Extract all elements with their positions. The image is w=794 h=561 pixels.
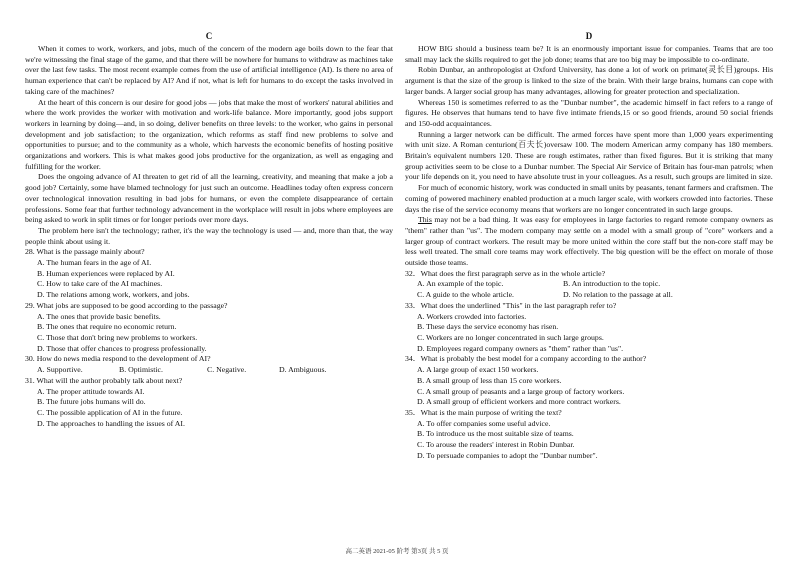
question-35-option-b: B. To introduce us the most suitable size of teams. xyxy=(417,429,574,439)
question-30-option-c: C. Negative. xyxy=(207,365,247,375)
question-28-option-b: B. Human experiences were replaced by AI. xyxy=(37,268,175,278)
question-30-option-b: B. Optimistic. xyxy=(119,365,163,375)
question-31-option-b: B. The future jobs humans will do. xyxy=(37,397,146,407)
question-32-option-c: C. A guide to the whole article. xyxy=(417,290,515,300)
question-33-option-d: D. Employees regard company owners as "them" rather than "us". xyxy=(417,343,624,353)
question-34-stem: 34．What is probably the best model for a company according to the author? xyxy=(405,354,647,364)
passage-c-paragraph-2: At the heart of this concern is our desire for good jobs — jobs that make the most of workers' natural abilities and where the work provides the worker with motivation and work-life balance. More importantly, good jobs support workers in learning by doing—and, in so doing, deliver benefits on three levels: to the worker, who gains in personal development and job satisfaction; to the organization, which reforms as staff find new problems to solve and opportunities to pursue; and to the community as a whole, which harvests the economic benefits of hosting positive organizations and workers. This is what makes good jobs productive for the organization, as well as engaging and fulfilling for the worker. xyxy=(25,97,393,171)
question-33-stem: 33．What does the underlined "This" in the last paragraph refer to? xyxy=(405,300,617,310)
question-28-option-c: C. How to take care of the AI machines. xyxy=(37,279,163,289)
question-30-options xyxy=(37,365,393,376)
question-29-option-c: C. Those that don't bring new problems to workers. xyxy=(37,332,198,342)
question-32-options-row-2 xyxy=(417,290,773,301)
question-28-option-a: A. The human fears in the age of AI. xyxy=(37,258,152,268)
question-35-option-c: C. To arouse the readers' interest in Robin Dunbar. xyxy=(417,440,575,450)
question-32-option-b: B. An introduction to the topic. xyxy=(563,279,661,289)
question-33-option-a: A. Workers crowded into factories. xyxy=(417,311,527,321)
passage-c-paragraph-3: Does the ongoing advance of AI threaten to get rid of all the learning, creativity, and meaning that make a job a good job? Certainly, some have blamed technology for just such an outcome. Headlines today often express concern over technological innovation resulting in bad jobs for humans, or even the complete disappearance of certain professions. Some fear that further technology advancement in the workplace will result in jobs where employees are being asked to work in split times or for longer periods over more days. xyxy=(25,172,393,225)
passage-c-paragraph-1: When it comes to work, workers, and jobs, much of the concern of the modern age boils down to the fear that we're witnessing the final stage of the game, and that there will be nowhere for humans to withdraw as machines take over the last few tasks. The most recent example comes from the use of artificial intelligence (AI). Is there no area of human experience that can't be replaced by AI? And if not, what is left for humans to do except the tasks involved in taking care of the machines? xyxy=(25,44,393,96)
question-35-option-a: A. To offer companies some useful advice. xyxy=(417,418,551,428)
question-29-option-d: D. Those that offer chances to progress professionally. xyxy=(37,343,207,353)
question-30-option-a: A. Supportive. xyxy=(37,365,83,375)
question-29-option-a: A. The ones that provide basic benefits. xyxy=(37,311,161,321)
passage-d-paragraph-1: HOW BIG should a business team be? It is an enormously important issue for companies. Teams that are too small may lack the skills required to get the job done; teams that are too big may be impossible to co-ordinate. xyxy=(405,44,773,64)
question-29-stem: 29. What jobs are supposed to be good according to the passage? xyxy=(25,300,228,310)
question-31-stem: 31. What will the author probably talk about next? xyxy=(25,375,183,385)
question-35-stem: 35．What is the main purpose of writing the text? xyxy=(405,407,562,417)
underlined-this: This xyxy=(418,215,432,225)
passage-d-paragraph-3: Whereas 150 is sometimes referred to as the "Dunbar number", the academic himself in fact refers to a range of figures. He observes that humans tend to have five intimate friends,15 or so good friends, around 50 social friends and 150-odd acquaintances. xyxy=(405,97,773,128)
question-31-option-d: D. The approaches to handling the issues of AI. xyxy=(37,418,185,428)
question-28-stem: 28. What is the passage mainly about? xyxy=(25,247,145,257)
question-35-option-d: D. To persuade companies to adopt the "Dunbar number". xyxy=(417,450,598,460)
question-32-stem: 32．What does the first paragraph serve as in the whole article? xyxy=(405,268,606,278)
passage-d-paragraph-6 xyxy=(405,215,773,269)
passage-c-column xyxy=(25,30,393,429)
question-30-stem: 30. How do news media respond to the development of AI? xyxy=(25,354,211,364)
passage-d-paragraph-4: Running a larger network can be difficult. The armed forces have spent more than 1,000 years experimenting with unit size. A Roman centurion(百夫长)oversaw 100. The modern American army company has 180 members. Britain's equivalent numbers 120. These are rough estimates, rather than fixed figures. But it is striking that many group activities seem to be close to a Dunbar number. The Special Air Service of Britain has four-man patrols; when your life depends on it, you need to have absolute trust in your colleagues. As a result, such groups are limited in size. xyxy=(405,129,773,182)
passage-d-paragraph-6-text: may not be a bad thing. It was easy for employees in large factories to regard remote company owners as "them" rather than "us". The modern company may settle on a model with a small group of "core" workers and a larger group of contract workers. The result may be more united within the core staff but the non-core staff may be less well treated. The small core teams may work effectively. The big question will be the effect on morale of those outside those teams. xyxy=(405,215,773,268)
question-31-option-a: A. The proper attitude towards AI. xyxy=(37,386,145,396)
passage-c-title: C xyxy=(205,31,213,41)
passage-d-title: D xyxy=(585,31,593,41)
question-28-option-d: D. The relations among work, workers, and jobs. xyxy=(37,290,190,300)
passage-c-paragraph-4: The problem here isn't the technology; rather, it's the way the technology is used — and, more than that, the way people think about using it. xyxy=(25,225,393,246)
question-34-option-c: C. A small group of peasants and a large group of factory workers. xyxy=(417,386,625,396)
question-32-options-row-1 xyxy=(417,279,773,290)
passage-d-paragraph-2: Robin Dunbar, an anthropologist at Oxford University, has done a lot of work on primate(灵长目)groups. His argument is that the size of the group is linked to the size of the brain. With their large brains, humans can cope with larger bands. A larger social group has many advantages, allowing for greater protection and specialization. xyxy=(405,65,773,96)
question-34-option-a: A. A large group of exact 150 workers. xyxy=(417,365,539,375)
question-32-option-d: D. No relation to the passage at all. xyxy=(563,290,673,300)
question-33-option-c: C. Workers are no longer concentrated in such large groups. xyxy=(417,332,604,342)
question-30-option-d: D. Ambiguous. xyxy=(279,365,327,375)
question-29-option-b: B. The ones that require no economic return. xyxy=(37,322,177,332)
page-footer: 高二英语 2021-05 阶考 第3页 共 5 页 xyxy=(345,548,449,555)
question-34-option-b: B. A small group of less than 15 core workers. xyxy=(417,375,562,385)
passage-d-column xyxy=(405,30,773,461)
question-31-option-c: C. The possible application of AI in the future. xyxy=(37,407,183,417)
question-33-option-b: B. These days the service economy has risen. xyxy=(417,322,559,332)
question-32-option-a: A. An example of the topic. xyxy=(417,279,504,289)
question-34-option-d: D. A small group of efficient workers and more contract workers. xyxy=(417,397,621,407)
passage-d-paragraph-5: For much of economic history, work was conducted in small units by peasants, tenant farmers and craftsmen. The coming of powered machinery enabled production at a much larger scale, with workers crowded into factories. These days the rise of the service economy means that workers are no longer concentrated in such large groups. xyxy=(405,183,773,214)
